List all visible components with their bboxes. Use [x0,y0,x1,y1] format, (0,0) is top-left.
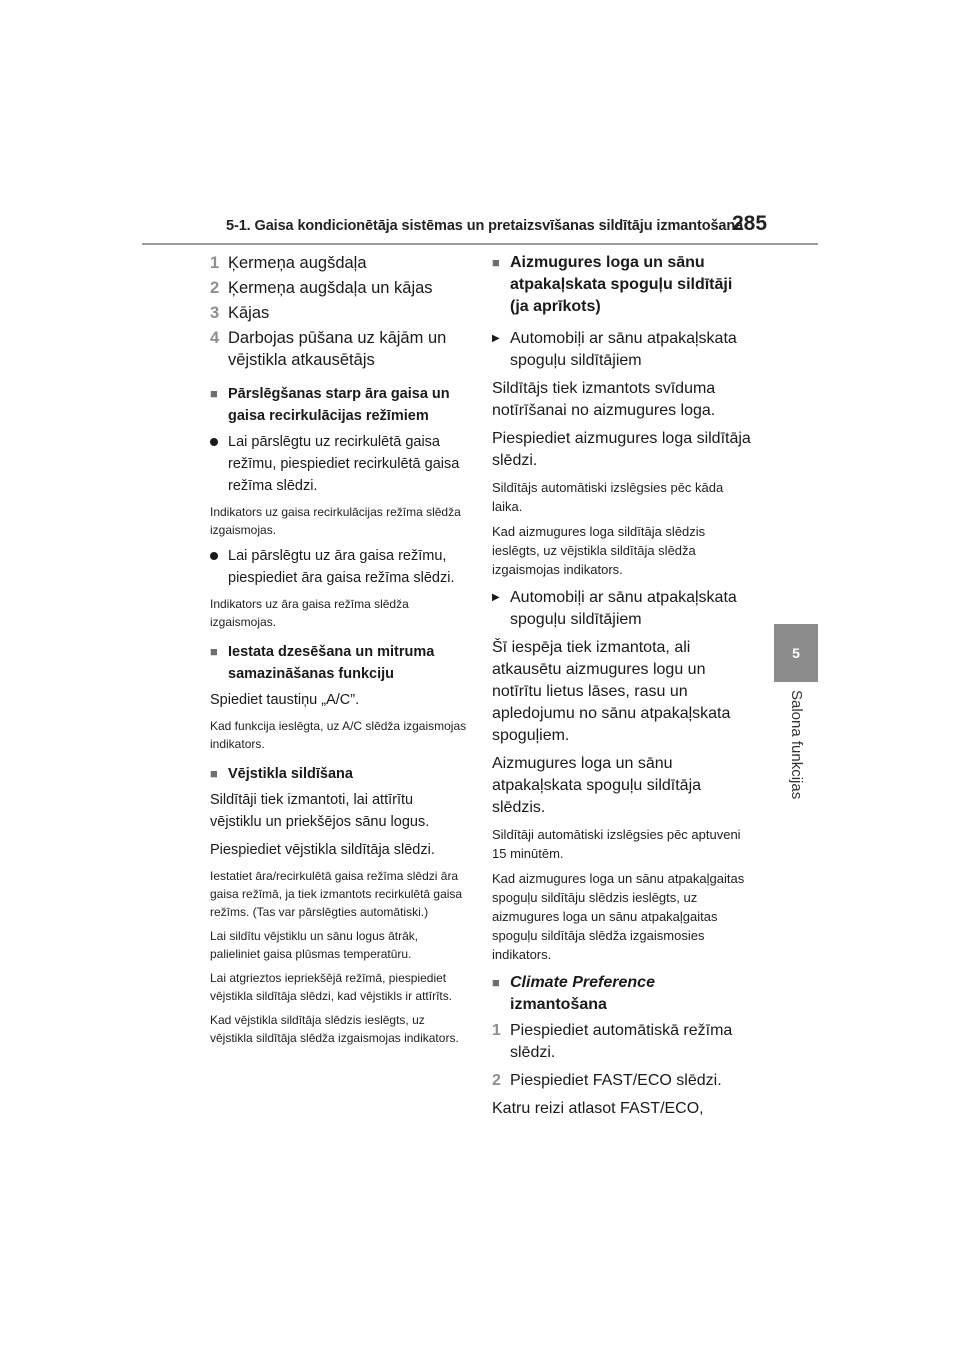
note-text: Lai atgrieztos iepriekšējā režīmā, piespiediet vējstikla sildītāja slēdzi, kad vējstikls ir attīrīts. [210,971,453,1003]
header-rule [142,243,818,245]
bullet-text: Lai pārslēgtu uz recirkulētā gaisa režīmu, piespiediet recirkulētā gaisa režīma slēdzi. [228,434,460,494]
header-title: 5-1. Gaisa kondicionētāja sistēmas un pretaizsvīšanas sildītāju izmantošana [226,218,744,234]
item-text: Darbojas pūšana uz kājām un vējstikla atkausētājs [228,329,447,369]
numbered-item [210,252,468,274]
arrow-text: Automobiļi ar sānu atpakaļskata spoguļu sildītājiem [510,589,737,628]
note-text: Indikators uz āra gaisa režīma slēdža izgaismojas. [210,597,409,629]
note-text: Sildītājs automātiski izslēgsies pēc kāda laika. [492,480,724,514]
left-column [210,252,468,1053]
square-bullet-icon: ■ [492,255,500,270]
body-text: Sildītājs tiek izmantots svīduma notīrīšanai no aizmugures loga. [492,380,716,419]
item-text: Piespiediet automātiskā režīma slēdzi. [510,1022,733,1061]
heading-text: Vējstikla sildīšana [228,766,353,782]
bullet-dot-icon [210,545,228,589]
square-bullet-icon: ■ [492,975,500,990]
numbered-item [492,1070,754,1092]
arrow-right-icon: ▶ [492,333,500,344]
arrow-item [492,587,754,631]
section-heading [492,972,754,1016]
note-text: Lai sildītu vējstiklu un sānu logus ātrāk, palieliniet gaisa plūsmas temperatūru. [210,929,419,961]
section-heading [210,641,468,685]
item-text: Ķermeņa augšdaļa un kājas [228,279,433,297]
chapter-number: 5 [792,645,800,661]
right-column [492,252,754,1126]
body-text: Šī iespēja tiek izmantota, ali atkausētu aizmugures logu un notīrītu lietus lāses, rasu un apledojumu no sānu atpakaļskata spoguļiem. [492,639,731,744]
chapter-title: Salona funkcijas [788,690,805,800]
item-number: 4 [210,329,220,347]
bullet-dot-icon [210,431,228,497]
item-number: 2 [210,279,220,297]
heading-italic-text: Climate Preference [510,974,655,991]
body-text: Spiediet taustiņu „A/C”. [210,692,360,708]
arrow-right-icon: ▶ [492,592,500,603]
item-number: 2 [492,1072,501,1089]
heading-rest-text: izmantošana [510,996,607,1013]
numbered-item [210,277,468,299]
section-heading [210,383,468,427]
arrow-text: Automobiļi ar sānu atpakaļskata spoguļu sildītājiem [510,330,737,369]
item-text: Kājas [228,304,270,322]
note-text: Indikators uz gaisa recirkulācijas režīma slēdža izgaismojas. [210,505,461,537]
body-text: Katru reizi atlasot FAST/ECO, [492,1100,704,1117]
note-text: Kad aizmugures loga sildītāja slēdzis ieslēgts, uz vējstikla sildītāja slēdža izgaismojas indikators. [492,524,706,577]
body-text: Aizmugures loga un sānu atpakaļskata spoguļu sildītāja slēdzis. [492,755,702,816]
item-number: 1 [492,1022,501,1039]
chapter-tab [774,624,818,682]
body-text: Sildītāji tiek izmantoti, lai attīrītu vējstiklu un priekšējos sānu logus. [210,792,430,830]
heading-text: Aizmugures loga un sānu atpakaļskata spoguļu sildītāji (ja aprīkots) [510,254,733,315]
body-text: Piespiediet aizmugures loga sildītāja slēdzi. [492,430,751,469]
note-text: Kad vējstikla sildītāja slēdzis ieslēgts, uz vējstikla sildītāja slēdža izgaismojas indikators. [210,1013,459,1045]
note-text: Sildītāji automātiski izslēgsies pēc aptuveni 15 minūtēm. [492,827,741,861]
bullet-text: Lai pārslēgtu uz āra gaisa režīmu, piespiediet āra gaisa režīma slēdzi. [228,548,455,586]
note-text: Kad aizmugures loga un sānu atpakaļgaitas spoguļu sildītāju slēdzis ieslēgts, uz aizmugures loga un sānu atpakaļgaitas spoguļu sildītāja slēdža izgaismosies indikators. [492,871,745,962]
section-heading [210,763,468,785]
page-number: 285 [732,212,768,235]
heading-text: Pārslēgšanas starp āra gaisa un gaisa recirkulācijas režīmiem [228,386,450,424]
bullet-item [210,431,468,497]
square-bullet-icon: ■ [210,766,218,781]
section-heading [492,252,754,318]
note-text: Kad funkcija ieslēgta, uz A/C slēdža izgaismojas indikators. [210,719,467,751]
square-bullet-icon: ■ [210,644,218,659]
numbered-item [210,327,468,371]
numbered-item [210,302,468,324]
body-text: Piespiediet vējstikla sildītāja slēdzi. [210,842,435,858]
item-number: 3 [210,304,220,322]
item-number: 1 [210,254,220,272]
item-text: Piespiediet FAST/ECO slēdzi. [510,1072,722,1089]
arrow-item [492,328,754,372]
numbered-item [492,1020,754,1064]
item-text: Ķermeņa augšdaļa [228,254,367,272]
note-text: Iestatiet āra/recirkulētā gaisa režīma slēdzi āra gaisa režīmā, ja tiek izmantots recirkulētā gaisa režīms. (Tas var pārslēgties automātiski.) [210,869,463,919]
heading-text: Iestata dzesēšana un mitruma samazināšanas funkciju [228,644,435,682]
square-bullet-icon: ■ [210,386,218,401]
bullet-item [210,545,468,589]
heading-text [510,972,754,1016]
